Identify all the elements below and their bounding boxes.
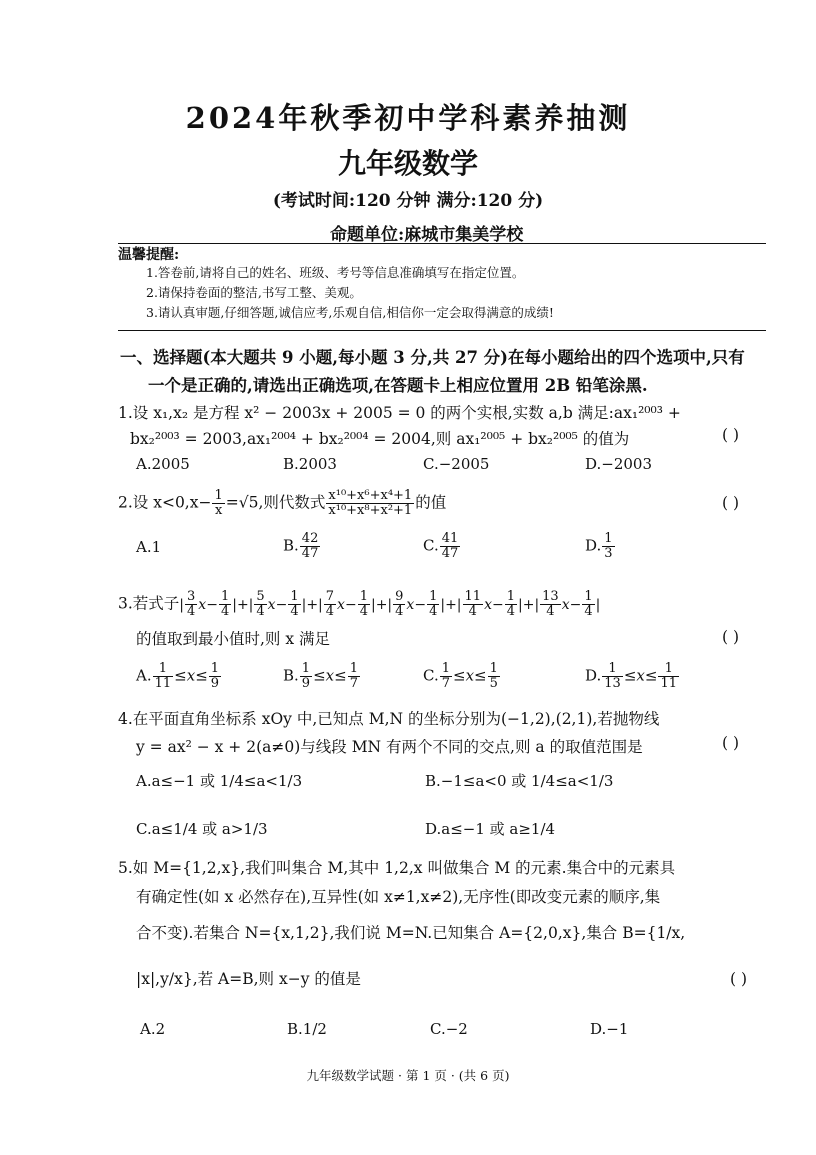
fraction	[185, 590, 197, 619]
term-variable: x−	[406, 596, 427, 613]
section-heading-cont: 一个是正确的,请选出正确选项,在答题卡上相应位置用 2B 铅笔涂黑.	[148, 376, 648, 395]
option-c: C.−2005	[423, 455, 490, 473]
inequality: ≤x≤	[313, 666, 347, 685]
denominator: 13	[604, 676, 621, 691]
denominator: 7	[349, 676, 358, 691]
option-a: A.2005	[136, 455, 190, 473]
denominator: 9	[301, 676, 311, 691]
fraction: $\frac{1}{4}$	[506, 589, 515, 619]
option-d	[585, 662, 680, 691]
numerator: 1	[153, 662, 174, 677]
question-2-stem: 2.设 x<0,x−	[118, 493, 212, 512]
fraction	[324, 590, 336, 619]
numerator: 9	[395, 589, 404, 604]
numerator: 1	[441, 661, 450, 676]
question-1-line: 1.设 x₁,x₂ 是方程 x² − 2003x + 2005 = 0 的两个实根,实数 a,b 满足:ax₁²⁰⁰³ +	[118, 404, 681, 422]
abs-bar: |	[440, 596, 446, 613]
plus-sign: +	[445, 596, 457, 613]
reminder-item: 1.答卷前,请将自己的姓名、班级、考号等信息准确填写在指定位置。	[146, 265, 525, 280]
fraction	[348, 662, 360, 691]
fraction	[658, 662, 679, 691]
reminder-item: 2.请保持卷面的整洁,书写工整、美观。	[146, 285, 362, 300]
question-5-line: 合不变).若集合 N={x,1,2},我们说 M=N.已知集合 A={2,0,x},集合 B={1/x,	[136, 924, 686, 942]
term-variable: x−	[267, 596, 288, 613]
abs-bar: |	[248, 596, 254, 613]
denominator: 4	[395, 604, 404, 619]
option-b: B.−1≤a<0 或 1/4≤a<1/3	[425, 772, 614, 790]
fraction	[212, 489, 224, 518]
fraction	[440, 532, 461, 561]
fraction	[540, 590, 561, 619]
denominator: 5	[489, 676, 498, 691]
fraction	[300, 662, 312, 691]
option-label: B.	[283, 666, 299, 685]
absolute-value-expression	[179, 589, 601, 619]
plus-sign: +	[375, 596, 388, 613]
inequality: ≤x≤	[453, 666, 487, 685]
plus-sign: +	[522, 596, 535, 613]
answer-paren: ( )	[730, 970, 748, 988]
term-variable: x−	[561, 596, 582, 613]
fraction	[254, 590, 266, 619]
option-a: A.a≤−1 或 1/4≤a<1/3	[136, 772, 303, 790]
denominator: 4	[187, 604, 196, 619]
term-variable: x−	[337, 596, 357, 613]
numerator: 1	[349, 661, 358, 676]
abs-bar: |	[387, 596, 393, 613]
denominator: 3	[604, 546, 613, 561]
option-a: A.1	[136, 538, 162, 556]
denominator: 11	[154, 676, 172, 691]
numerator: 11	[464, 589, 482, 604]
numerator: 5	[256, 589, 265, 604]
option-label: B.	[283, 536, 299, 555]
option-label: C.	[423, 536, 439, 555]
fraction	[488, 662, 500, 691]
reminder-item: 3.请认真审题,仔细答题,诚信应考,乐观自信,相信你一定会取得满意的成绩!	[146, 305, 554, 320]
fraction	[463, 590, 484, 619]
fraction: $\frac{1}{4}$	[220, 589, 230, 619]
question-3-line: 的值取到最小值时,则 x 满足	[136, 630, 331, 648]
exam-title: 2024年秋季初中学科素养抽测	[185, 101, 631, 135]
option-c: C.a≤1/4 或 a>1/3	[136, 820, 268, 838]
denominator: 11	[660, 676, 677, 691]
question-4-line: 4.在平面直角坐标系 xOy 中,已知点 M,N 的坐标分别为(−1,2),(2,1),若抛物线	[118, 710, 660, 728]
numerator: x¹⁰+x⁶+x⁴+1	[328, 488, 413, 503]
fraction	[326, 489, 414, 518]
numerator: 1	[489, 661, 498, 676]
abs-bar: |	[370, 596, 376, 613]
denominator: 4	[468, 604, 477, 619]
option-b	[283, 662, 361, 691]
option-d: D.a≤−1 或 a≥1/4	[425, 820, 556, 838]
answer-paren: ( )	[722, 426, 740, 444]
question-4-line: y = ax² − x + 2(a≠0)与线段 MN 有两个不同的交点,则 a 的取值范围是	[136, 738, 643, 756]
option-c: C.−2	[430, 1020, 468, 1038]
denominator: 47	[441, 546, 459, 561]
numerator: 1	[602, 662, 623, 677]
reminder-box	[118, 247, 766, 323]
answer-paren: ( )	[722, 494, 740, 512]
option-b: B.2003	[283, 455, 337, 473]
question-2-stem: =√5,则代数式	[225, 493, 326, 512]
option-label: D.	[585, 666, 602, 685]
denominator: 7	[441, 676, 450, 691]
fraction	[602, 662, 623, 691]
numerator: 7	[325, 589, 335, 604]
fraction	[209, 662, 221, 691]
abs-bar: |	[517, 596, 523, 613]
answer-paren: ( )	[722, 628, 740, 646]
abs-bar: |	[301, 596, 307, 613]
denominator: x	[214, 503, 223, 518]
page-footer: 九年级数学试题 · 第 1 页 · (共 6 页)	[306, 1068, 510, 1083]
denominator: 4	[256, 604, 265, 619]
numerator: 41	[441, 531, 459, 546]
fraction	[393, 590, 405, 619]
question-setter: 命题单位:麻城市集美学校	[330, 225, 524, 245]
question-5-line: 有确定性(如 x 必然存在),互异性(如 x≠1,x≠2),无序性(即改变元素的顺序,集	[136, 888, 661, 906]
abs-bar: |	[318, 596, 323, 613]
option-a: A.2	[140, 1020, 166, 1038]
denominator: 4	[325, 604, 335, 619]
fraction: $\frac{1}{4}$	[290, 589, 299, 619]
section-heading: 一、选择题(本大题共 9 小题,每小题 3 分,共 27 分)在每小题给出的四个选项中,只有	[120, 348, 745, 367]
question-3-prefix: 3.若式子	[118, 594, 180, 613]
question-2-line	[118, 489, 763, 518]
option-c	[423, 532, 461, 561]
inequality: ≤x≤	[174, 666, 208, 685]
plus-sign: +	[236, 596, 249, 613]
plus-sign: +	[306, 596, 319, 613]
option-b	[283, 532, 321, 561]
exam-subtitle: 九年级数学	[337, 147, 478, 180]
option-a	[136, 662, 222, 691]
numerator: 13	[542, 589, 559, 604]
question-1-line: bx₂²⁰⁰³ = 2003,ax₁²⁰⁰⁴ + bx₂²⁰⁰⁴ = 2004,则 ax₁²⁰⁰⁵ + bx₂²⁰⁰⁵ 的值为	[130, 430, 630, 448]
inequality: ≤x≤	[623, 666, 658, 685]
abs-bar: |	[232, 596, 237, 613]
abs-bar: |	[456, 596, 462, 613]
fraction: $\frac{1}{4}$	[429, 589, 438, 619]
denominator: x¹⁰+x⁸+x²+1	[328, 503, 413, 518]
term-variable: x−	[198, 596, 218, 613]
numerator: 1	[301, 661, 311, 676]
reminder-title: 温馨提醒:	[118, 247, 180, 263]
fraction	[440, 662, 452, 691]
denominator: 47	[301, 546, 319, 561]
answer-paren: ( )	[722, 734, 740, 752]
abs-bar: |	[534, 596, 540, 613]
question-3-line	[118, 590, 763, 619]
option-d: D.−1	[590, 1020, 629, 1038]
denominator: 4	[546, 604, 555, 619]
fraction: $\frac{1}{4}$	[359, 589, 368, 619]
numerator: 1	[604, 531, 613, 546]
question-5-line: |x|,y/x},若 A=B,则 x−y 的值是	[136, 970, 361, 988]
numerator: 42	[301, 531, 319, 546]
option-b: B.1/2	[287, 1020, 327, 1038]
option-d: D.−2003	[585, 455, 653, 473]
header-divider	[118, 243, 766, 244]
option-label: C.	[423, 666, 439, 685]
numerator: 3	[187, 589, 196, 604]
option-label: D.	[585, 536, 602, 555]
option-c	[423, 662, 501, 691]
fraction	[153, 662, 174, 691]
fraction	[602, 532, 614, 561]
term-variable: x−	[484, 596, 504, 613]
question-5-line: 5.如 M={1,2,x},我们叫集合 M,其中 1,2,x 叫做集合 M 的元素.集合中的元素具	[118, 859, 676, 877]
reminder-divider	[118, 330, 766, 331]
fraction	[300, 532, 321, 561]
option-d	[585, 532, 616, 561]
fraction: $\frac{1}{4}$	[584, 589, 593, 619]
denominator: 9	[210, 676, 220, 691]
numerator: 1	[210, 661, 220, 676]
question-2-stem: 的值	[415, 493, 447, 512]
abs-bar: |	[595, 596, 601, 613]
numerator: 1	[214, 488, 223, 503]
exam-info: (考试时间:120 分钟 满分:120 分)	[272, 191, 544, 211]
abs-bar: |	[179, 596, 185, 613]
option-label: A.	[136, 666, 152, 685]
numerator: 1	[658, 662, 679, 677]
